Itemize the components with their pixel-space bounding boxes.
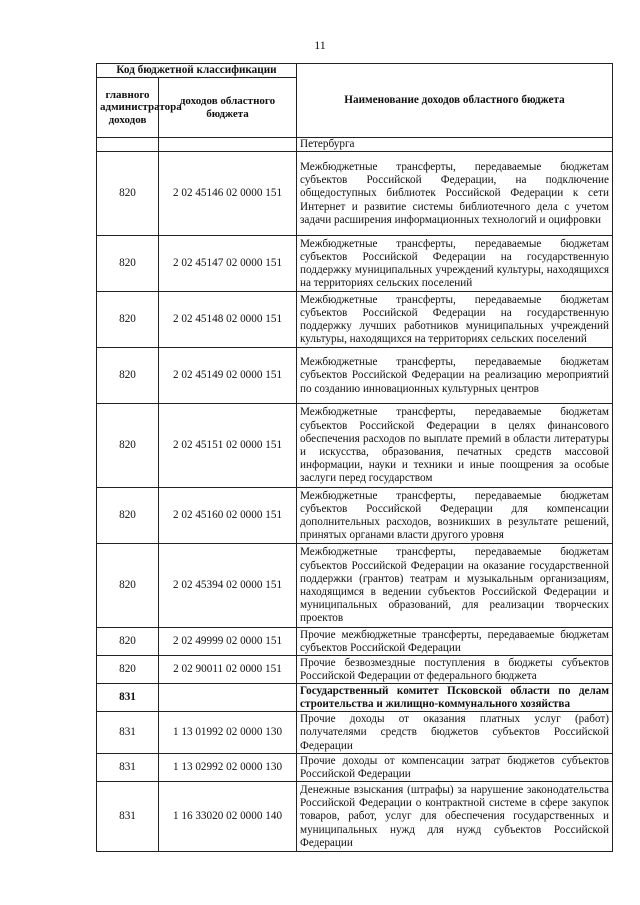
admin-code-cell: 831 [97,782,159,852]
table-row [97,782,613,852]
income-name-cell: Денежные взыскания (штрафы) за нарушение законодательства Российской Федерации о контрактной системе в сфере закупок товаров, работ, услуг для обеспечения государственных и муниципальных нужд для нужд субъектов Российской Федерации [297,782,613,852]
admin-code-cell: 820 [97,348,159,404]
income-code-cell: 1 13 02992 02 0000 130 [159,754,297,782]
table-row [97,754,613,782]
table-row [97,348,613,404]
budget-classification-table [96,63,613,852]
admin-code-cell: 820 [97,488,159,544]
income-code-cell: 1 16 33020 02 0000 140 [159,782,297,852]
admin-code-cell: 831 [97,684,159,712]
header-income-code: доходов областного бюджета [159,78,297,138]
income-code-cell: 2 02 45151 02 0000 151 [159,404,297,488]
admin-code-cell: 820 [97,628,159,656]
header-income-name: Наименование доходов областного бюджета [297,64,613,138]
income-name-cell: Прочие доходы от компенсации затрат бюджетов субъектов Российской Федерации [297,754,613,782]
income-name-cell: Прочие межбюджетные трансферты, передаваемые бюджетам субъектов Российской Федерации [297,628,613,656]
income-code-cell: 2 02 45146 02 0000 151 [159,152,297,236]
income-name-cell: Прочие доходы от оказания платных услуг (работ) получателями средств бюджетов субъектов Российской Федерации [297,712,613,754]
income-code-cell: 2 02 49999 02 0000 151 [159,628,297,656]
income-code-cell [159,684,297,712]
table-row [97,138,613,152]
header-admin-code: главного администратора доходов [97,78,159,138]
admin-code-cell: 820 [97,404,159,488]
income-name-cell: Межбюджетные трансферты, передаваемые бюджетам субъектов Российской Федерации, на подключение общедоступных библиотек Российской Федерации к сети Интернет и развитие системы библиотечного дела с учетом задачи расширения информационных технологий и оцифровки [297,152,613,236]
header-classification-code: Код бюджетной классификации [97,64,297,78]
income-code-cell [159,138,297,152]
income-name-cell: Межбюджетные трансферты, передаваемые бюджетам субъектов Российской Федерации в целях финансового обеспечения расходов по выплате премий в области литературы и искусства, образования, печатных средств массовой информации, науки и техники и иные поощрения за особые заслуги перед государством [297,404,613,488]
table-row [97,236,613,292]
income-code-cell: 2 02 45149 02 0000 151 [159,348,297,404]
admin-code-cell: 820 [97,292,159,348]
income-code-cell: 1 13 01992 02 0000 130 [159,712,297,754]
table-row [97,684,613,712]
income-name-cell: Межбюджетные трансферты, передаваемые бюджетам субъектов Российской Федерации на государственную поддержку лучших работников муниципальных учреждений культуры, находящихся на территориях сельских поселений [297,292,613,348]
admin-code-cell: 831 [97,712,159,754]
income-code-cell: 2 02 90011 02 0000 151 [159,656,297,684]
table-row [97,404,613,488]
table-row [97,152,613,236]
admin-code-cell: 831 [97,754,159,782]
table-row [97,544,613,628]
table-body [97,138,613,852]
admin-code-cell: 820 [97,236,159,292]
income-name-cell: Прочие безвозмездные поступления в бюджеты субъектов Российской Федерации от федерального бюджета [297,656,613,684]
income-name-cell: Межбюджетные трансферты, передаваемые бюджетам субъектов Российской Федерации на государственную поддержку муниципальных учреждений культуры, находящихся на территориях сельских поселений [297,236,613,292]
table-row [97,656,613,684]
admin-code-cell: 820 [97,656,159,684]
admin-code-cell: 820 [97,152,159,236]
table-row [97,292,613,348]
table-row [97,712,613,754]
table-row [97,488,613,544]
admin-code-cell [97,138,159,152]
income-name-cell: Межбюджетные трансферты, передаваемые бюджетам субъектов Российской Федерации на реализацию мероприятий по созданию инновационных культурных центров [297,348,613,404]
table-header [97,64,613,138]
income-code-cell: 2 02 45147 02 0000 151 [159,236,297,292]
income-name-cell: Межбюджетные трансферты, передаваемые бюджетам субъектов Российской Федерации на оказание государственной поддержки (грантов) театрам и музыкальным организациям, находящимся в ведении субъектов Российской Федерации и муниципальных образований, для реализации творческих проектов [297,544,613,628]
table-row [97,628,613,656]
income-code-cell: 2 02 45148 02 0000 151 [159,292,297,348]
income-name-cell: Межбюджетные трансферты, передаваемые бюджетам субъектов Российской Федерации для компенсации дополнительных расходов, возникших в результате решений, принятых органами власти другого уровня [297,488,613,544]
income-name-cell: Петербурга [297,138,613,152]
admin-code-cell: 820 [97,544,159,628]
income-name-cell: Государственный комитет Псковской области по делам строительства и жилищно-коммунального хозяйства [297,684,613,712]
income-code-cell: 2 02 45394 02 0000 151 [159,544,297,628]
page-number: 11 [314,38,326,52]
income-code-cell: 2 02 45160 02 0000 151 [159,488,297,544]
